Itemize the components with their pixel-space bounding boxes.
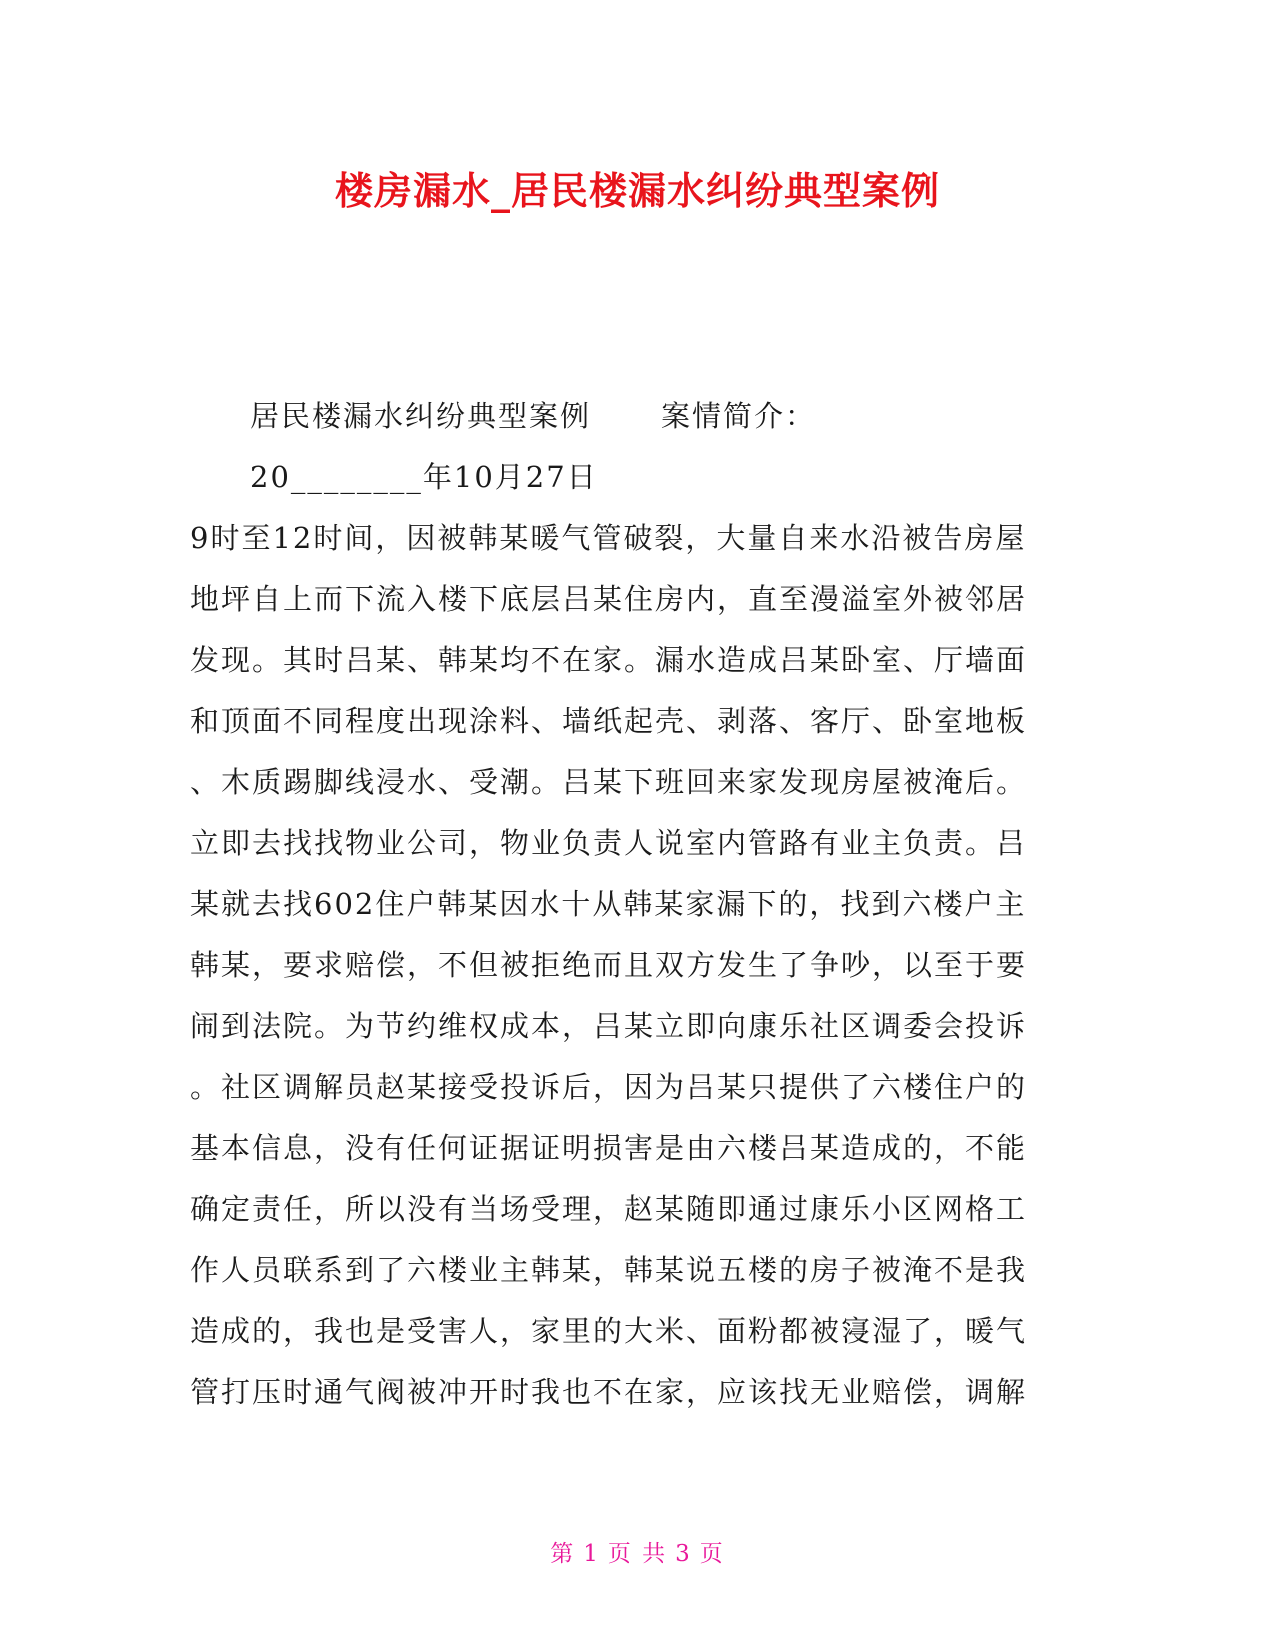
total-pages-number: 3 <box>675 1541 692 1567</box>
body-line: 某就去找602住户韩某因水十从韩某家漏下的，找到六楼户主 <box>190 887 1027 921</box>
body-line: 韩某，要求赔偿，不但被拒绝而且双方发生了争吵，以至于要 <box>190 948 1028 982</box>
body-line: 作人员联系到了六楼业主韩某，韩某说五楼的房子被淹不是我 <box>190 1253 1028 1287</box>
body-line: 地坪自上而下流入楼下底层吕某住房内，直至漫溢室外被邻居 <box>190 582 1028 616</box>
body-line: 和顶面不同程度出现涂料、墙纸起壳、剥落、客厅、卧室地板 <box>190 704 1028 738</box>
section-label: 案情简介： <box>661 399 817 433</box>
body-line: 闹到法院。为节约维权成本，吕某立即向康乐社区调委会投诉 <box>190 1009 1028 1043</box>
body-line: 发现。其时吕某、韩某均不在家。漏水造成吕某卧室、厅墙面 <box>190 643 1028 677</box>
heading-line <box>250 396 1150 436</box>
body-line: 基本信息，没有任何证据证明损害是由六楼吕某造成的，不能 <box>190 1131 1028 1165</box>
body-line: 造成的，我也是受害人，家里的大米、面粉都被寖湿了，暖气 <box>190 1314 1028 1348</box>
case-name: 居民楼漏水纠纷典型案例 <box>250 399 592 433</box>
body-line: 。社区调解员赵某接受投诉后，因为吕某只提供了六楼住户的 <box>190 1070 1028 1104</box>
current-page-number: 1 <box>583 1541 600 1567</box>
body-line: 立即去找找物业公司，物业负责人说室内管路有业主负责。吕 <box>190 826 1028 860</box>
body-line: 9时至12时间，因被韩某暖气管破裂，大量自来水沿被告房屋 <box>190 521 1027 555</box>
body-line: 、木质踢脚线浸水、受潮。吕某下班回来家发现房屋被淹后。 <box>190 765 1028 799</box>
footer-middle: 页 共 <box>607 1541 668 1567</box>
date-line: 20________年10月27日 <box>250 460 598 494</box>
page-footer <box>0 1535 1275 1568</box>
body-line: 管打压时通气阀被冲开时我也不在家，应该找无业赔偿，调解 <box>190 1375 1028 1409</box>
footer-suffix: 页 <box>699 1541 725 1567</box>
body-line: 确定责任，所以没有当场受理，赵某随即通过康乐小区网格工 <box>190 1192 1028 1226</box>
document-title: 楼房漏水_居民楼漏水纠纷典型案例 <box>334 169 940 213</box>
footer-prefix: 第 <box>550 1541 576 1567</box>
